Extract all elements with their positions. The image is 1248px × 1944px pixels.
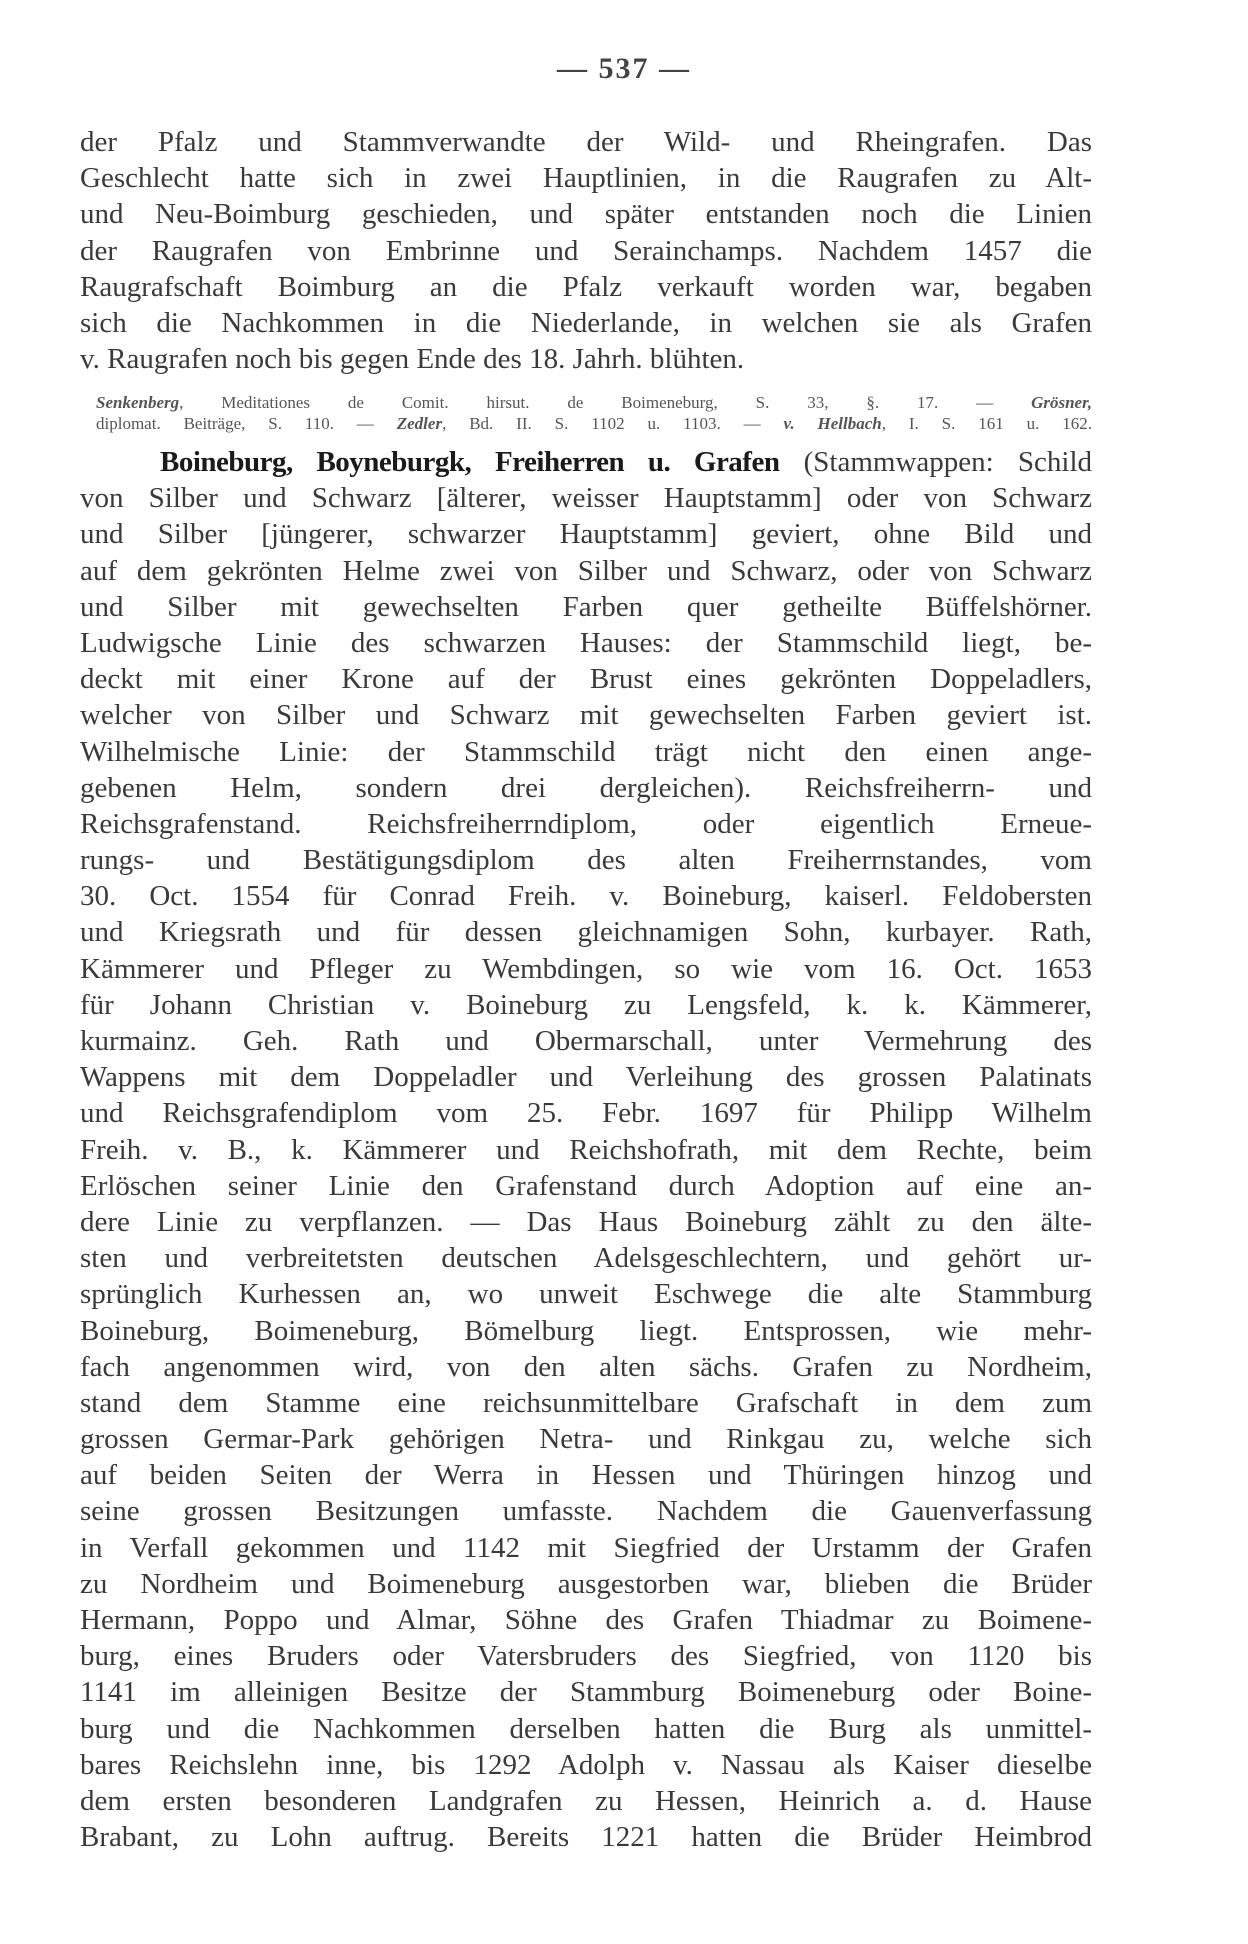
text-line: und Silber [jüngerer, schwarzer Hauptstamm] geviert, ohne Bild und bbox=[80, 518, 1092, 551]
entry-heading: Boineburg, Boyneburgk, Freiherren u. Grafen bbox=[160, 446, 780, 478]
text-line: sten und verbreitetsten deutschen Adelsgeschlechtern, und gehört ur- bbox=[80, 1242, 1092, 1275]
text-line: in Verfall gekommen und 1142 mit Siegfried der Urstamm der Grafen bbox=[80, 1531, 1092, 1564]
text-line: fach angenommen wird, von den alten sächs. Grafen zu Nordheim, bbox=[80, 1350, 1092, 1383]
text-line: bares Reichslehn inne, bis 1292 Adolph v. Nassau als Kaiser dieselbe bbox=[80, 1748, 1092, 1781]
footnote-line bbox=[96, 413, 1092, 434]
text-line: gebenen Helm, sondern drei dergleichen). Reichsfreiherrn- und bbox=[80, 771, 1092, 804]
text-line: und Kriegsrath und für dessen gleichnamigen Sohn, kurbayer. Rath, bbox=[80, 916, 1092, 949]
text-line: seine grossen Besitzungen umfasste. Nachdem die Gauenverfassung bbox=[80, 1495, 1092, 1528]
footnote-author: Zedler bbox=[396, 414, 443, 433]
text-line: dere Linie zu verpflanzen. — Das Haus Boineburg zählt zu den älte- bbox=[80, 1205, 1092, 1238]
footnote-author: Grösner, bbox=[1031, 393, 1092, 412]
footnote-author: v. Hellbach bbox=[783, 414, 882, 433]
text-line: von Silber und Schwarz [älterer, weisser Hauptstamm] oder von Schwarz bbox=[80, 482, 1092, 515]
text-line: Kämmerer und Pfleger zu Wembdingen, so wie vom 16. Oct. 1653 bbox=[80, 952, 1092, 985]
text-line: Hermann, Poppo und Almar, Söhne des Grafen Thiadmar zu Boimene- bbox=[80, 1604, 1092, 1636]
text-line: grossen Germar-Park gehörigen Netra- und Rinkgau zu, welche sich bbox=[80, 1423, 1092, 1456]
text-line: Geschlecht hatte sich in zwei Hauptlinien, in die Raugrafen zu Alt- bbox=[80, 162, 1092, 195]
text-line: auf dem gekrönten Helme zwei von Silber und Schwarz, oder von Schwarz bbox=[80, 554, 1092, 587]
paragraph-continuation bbox=[80, 124, 1092, 377]
text-line: der Raugrafen von Embrinne und Serainchamps. Nachdem 1457 die bbox=[80, 234, 1092, 267]
entry-heading-line bbox=[80, 444, 1092, 480]
footnote-line bbox=[96, 392, 1092, 413]
text-line: und Reichsgrafendiplom vom 25. Febr. 1697 für Philipp Wilhelm bbox=[80, 1097, 1092, 1130]
text-line: Wappens mit dem Doppeladler und Verleihung des grossen Palatinats bbox=[80, 1061, 1092, 1094]
text-line: deckt mit einer Krone auf der Brust eines gekrönten Doppeladlers, bbox=[80, 663, 1092, 696]
text-line: und Silber mit gewechselten Farben quer getheilte Büffelshörner. bbox=[80, 590, 1092, 623]
footnote-author: Senkenberg bbox=[96, 393, 180, 412]
text-line: für Johann Christian v. Boineburg zu Lengsfeld, k. k. Kämmerer, bbox=[80, 988, 1092, 1021]
footnote-citation: , Meditationes de Comit. hirsut. de Boimeneburg, S. 33, §. 17. — bbox=[179, 393, 1032, 412]
footnote-citation: diplomat. Beiträge, S. 110. — bbox=[96, 414, 397, 433]
page-number: — 537 — bbox=[557, 52, 691, 85]
text-line: rungs- und Bestätigungsdiplom des alten Freiherrnstandes, vom bbox=[80, 844, 1092, 877]
text-line: sprünglich Kurhessen an, wo unweit Eschwege die alte Stammburg bbox=[80, 1278, 1092, 1311]
text-line: Boineburg, Boimeneburg, Bömelburg liegt. Entsprossen, wie mehr- bbox=[80, 1314, 1092, 1347]
text-line: burg und die Nachkommen derselben hatten die Burg als unmittel- bbox=[80, 1712, 1092, 1745]
text-line: Reichsgrafenstand. Reichsfreiherrndiplom, oder eigentlich Erneue- bbox=[80, 807, 1092, 840]
entry-heading-rest: (Stammwappen: Schild bbox=[779, 446, 1092, 478]
text-line: dem ersten besonderen Landgrafen zu Hessen, Heinrich a. d. Hause bbox=[80, 1784, 1092, 1817]
text-line: zu Nordheim und Boimeneburg ausgestorben war, blieben die Brüder bbox=[80, 1567, 1092, 1600]
text-line: Brabant, zu Lohn auftrug. Bereits 1221 hatten die Brüder Heimbrod bbox=[80, 1821, 1092, 1854]
text-line: Ludwigsche Linie des schwarzen Hauses: der Stammschild liegt, be- bbox=[80, 626, 1092, 659]
text-line: 1141 im alleinigen Besitze der Stammburg Boimeneburg oder Boine- bbox=[80, 1676, 1092, 1709]
text-line: Wilhelmische Linie: der Stammschild trägt nicht den einen ange- bbox=[80, 735, 1092, 768]
text-line: Erlöschen seiner Linie den Grafenstand durch Adoption auf eine an- bbox=[80, 1169, 1092, 1202]
text-line: Raugrafschaft Boimburg an die Pfalz verkauft worden war, begaben bbox=[80, 270, 1092, 303]
text-line: kurmainz. Geh. Rath und Obermarschall, unter Vermehrung des bbox=[80, 1025, 1092, 1057]
footnote-references bbox=[96, 392, 1092, 434]
paragraph-boineburg-entry bbox=[80, 444, 1092, 1855]
text-line: auf beiden Seiten der Werra in Hessen und Thüringen hinzog und bbox=[80, 1459, 1092, 1492]
text-line: burg, eines Bruders oder Vatersbruders des Siegfried, von 1120 bis bbox=[80, 1640, 1092, 1673]
text-line: stand dem Stamme eine reichsunmittelbare Grafschaft in dem zum bbox=[80, 1386, 1092, 1419]
text-line: der Pfalz und Stammverwandte der Wild- und Rheingrafen. Das bbox=[80, 126, 1092, 158]
footnote-citation: , Bd. II. S. 1102 u. 1103. — bbox=[442, 414, 784, 433]
text-line: welcher von Silber und Schwarz mit gewechselten Farben geviert ist. bbox=[80, 699, 1092, 732]
text-line: sich die Nachkommen in die Niederlande, in welchen sie als Grafen bbox=[80, 306, 1092, 339]
text-line: 30. Oct. 1554 für Conrad Freih. v. Boineburg, kaiserl. Feldobersten bbox=[80, 880, 1092, 913]
text-line: und Neu-Boimburg geschieden, und später entstanden noch die Linien bbox=[80, 198, 1092, 231]
footnote-citation: , I. S. 161 u. 162. bbox=[881, 414, 1092, 433]
text-line: Freih. v. B., k. Kämmerer und Reichshofrath, mit dem Rechte, beim bbox=[80, 1133, 1092, 1166]
text-line: v. Raugrafen noch bis gegen Ende des 18. Jahrh. blühten. bbox=[80, 343, 745, 376]
